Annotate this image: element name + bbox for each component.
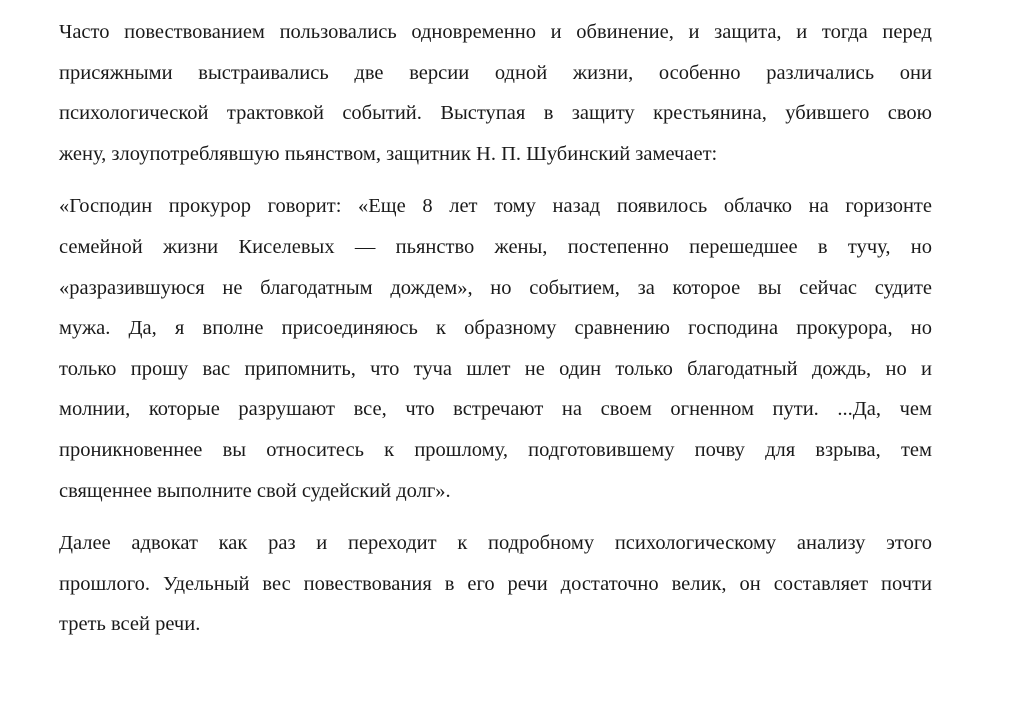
- text-line: молнии, которые разрушают все, что встречают на своем огненном пути. ...Да, чем: [59, 398, 932, 421]
- text-line: прошлого. Удельный вес повествования в его речи достаточно велик, он составляет почти: [59, 572, 932, 595]
- text-line: семейной жизни Киселевых — пьянство жены, постепенно перешедшее в тучу, но: [59, 235, 932, 258]
- text-line: «разразившуюся не благодатным дождем», но событием, за которое вы сейчас судите: [59, 276, 932, 299]
- text-line: мужа. Да, я вполне присоединяюсь к образному сравнению господина прокурора, но: [59, 317, 932, 340]
- text-line: жену, злоупотреблявшую пьянством, защитник Н. П. Шубинский замечает:: [59, 142, 718, 165]
- paragraph-analysis: [59, 523, 932, 645]
- text-line: психологической трактовкой событий. Выступая в защиту крестьянина, убившего свою: [59, 102, 932, 125]
- text-line: Далее адвокат как раз и переходит к подробному психологическому анализу этого: [59, 532, 932, 555]
- paragraph-quote-shubinsky: [59, 186, 932, 511]
- text-line: «Господин прокурор говорит: «Еще 8 лет тому назад появилось облачко на горизонте: [59, 195, 932, 218]
- text-line: священнее выполните свой судейский долг».: [59, 479, 451, 502]
- document-page: [59, 12, 932, 645]
- text-line: проникновеннее вы относитесь к прошлому, подготовившему почву для взрыва, тем: [59, 438, 932, 461]
- text-line: Часто повествованием пользовались одновременно и обвинение, и защита, и тогда перед: [59, 21, 932, 43]
- text-line: треть всей речи.: [59, 613, 201, 636]
- text-line: присяжными выстраивались две версии одной жизни, особенно различались они: [59, 61, 932, 84]
- text-line: только прошу вас припомнить, что туча шлет не один только благодатный дождь, но и: [59, 357, 932, 380]
- paragraph-narrative-usage: [59, 12, 932, 174]
